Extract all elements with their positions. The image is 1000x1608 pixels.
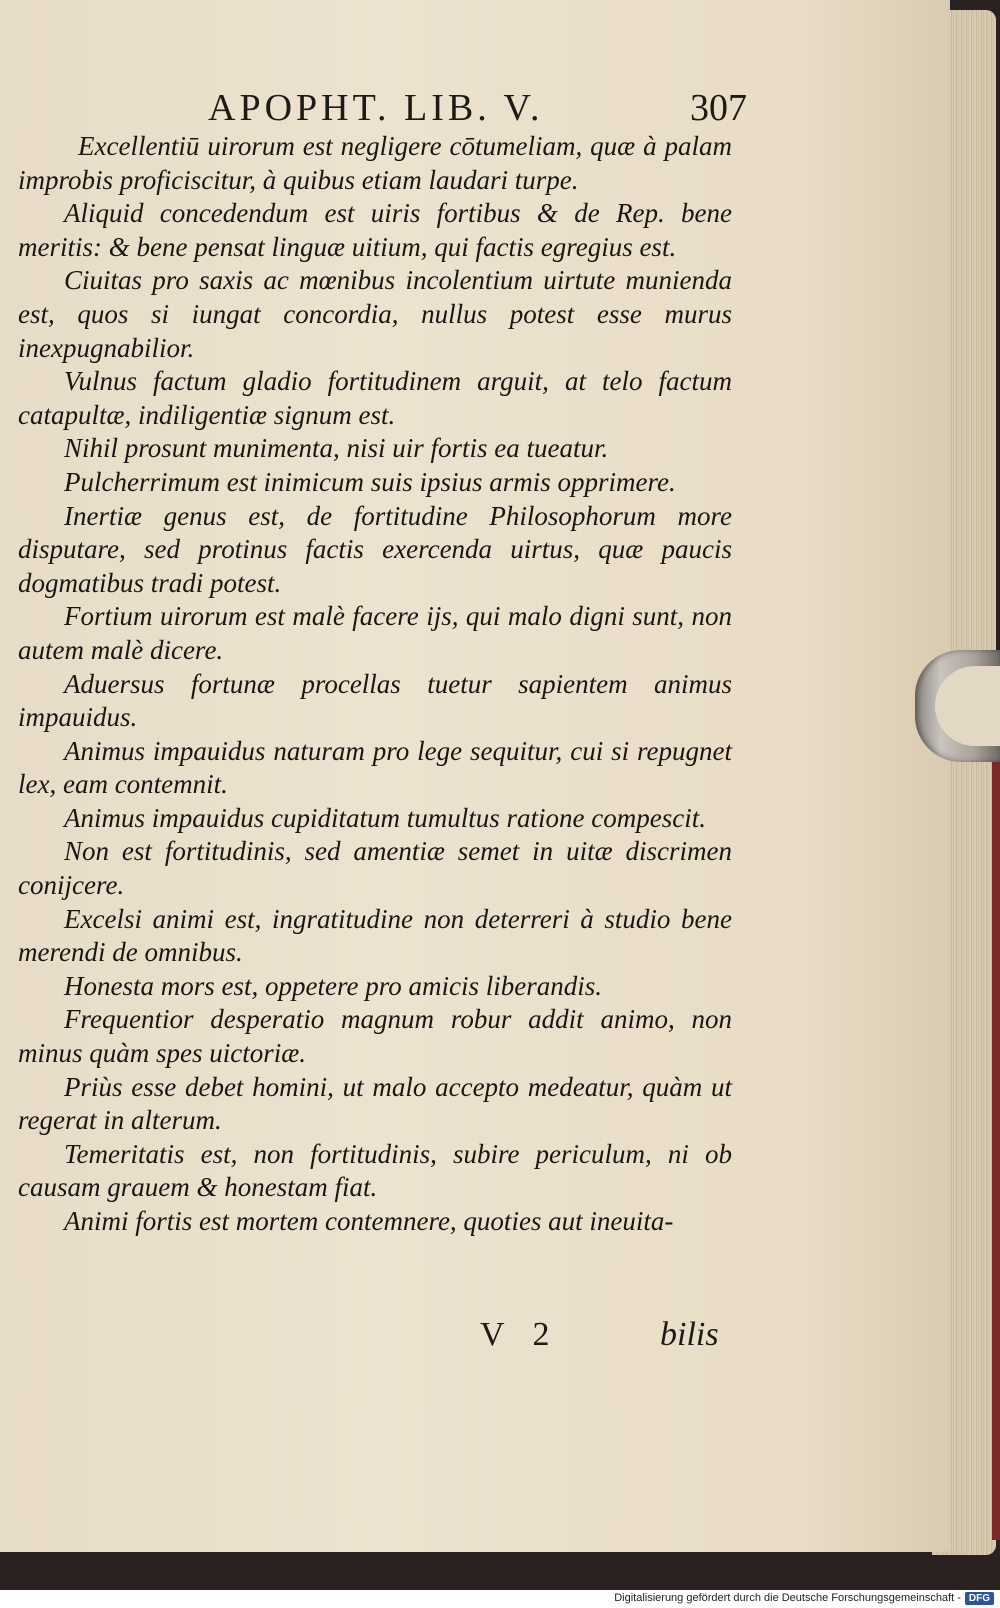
paragraph: Temeritatis est, non fortitudinis, subire periculum, ni ob causam grauem & honestam fiat. — [18, 1138, 732, 1203]
paragraph: Animus impauidus cupiditatum tumultus ratione compescit. — [64, 802, 706, 833]
paragraph: Honesta mors est, oppetere pro amicis liberandis. — [64, 970, 602, 1001]
text-block — [18, 130, 732, 1239]
paragraph: Inertiæ genus est, de fortitudine Philosophorum more disputare, sed protinus factis exercenda uirtus, quæ paucis dogmatibus tradi potest. — [18, 500, 732, 598]
paragraph: Frequentior desperatio magnum robur addit animo, non minus quàm spes uictoriæ. — [18, 1004, 732, 1069]
paragraph: Ciuitas pro saxis ac mœnibus incolentium uirtute munienda est, quos si iungat concordia, nullus potest esse murus inexpugnabilior. — [18, 265, 732, 363]
paragraph: Nihil prosunt munimenta, nisi uir fortis ea tueatur. — [64, 433, 609, 464]
paragraph: Aliquid concedendum est uiris fortibus & de Rep. bene meritis: & bene pensat linguæ uitium, qui factis egregius est. — [18, 198, 732, 262]
signature-mark: V 2 — [480, 1316, 560, 1353]
dfg-logo: DFG — [965, 1592, 994, 1605]
book-clasp — [915, 650, 1000, 762]
digitization-credit — [614, 1590, 994, 1606]
paragraph: Animus impauidus naturam pro lege sequitur, cui si repugnet lex, eam contemnit. — [18, 735, 732, 800]
paragraph: Priùs esse debet homini, ut malo accepto medeatur, quàm ut regerat in alterum. — [18, 1071, 732, 1136]
paragraph: Excelsi animi est, ingratitudine non deterreri à studio bene merendi de omnibus. — [18, 903, 732, 968]
paragraph: Excellentiū uirorum est negligere cōtumeliam, quæ à palam improbis proficiscitur, à quibus etiam laudari turpe. — [18, 131, 732, 195]
paragraph: Vulnus factum gladio fortitudinem arguit, at telo factum catapultæ, indiligentiæ signum est. — [18, 366, 732, 430]
paragraph: Animi fortis est mortem contemnere, quoties aut ineuita- — [64, 1206, 674, 1236]
paragraph: Fortium uirorum est malè facere ijs, qui malo digni sunt, non autem malè dicere. — [18, 601, 732, 665]
running-head: APOPHT. LIB. V. — [208, 87, 544, 129]
book-cover-edge — [992, 700, 1000, 1540]
paragraph: Pulcherrimum est inimicum suis ipsius armis opprimere. — [64, 466, 676, 497]
catchword: bilis — [660, 1316, 719, 1353]
paragraph: Non est fortitudinis, sed amentiæ semet in uitæ discrimen conijcere. — [18, 836, 732, 901]
credit-text: Digitalisierung gefördert durch die Deutsche Forschungsgemeinschaft - — [614, 1592, 961, 1604]
paragraph: Aduersus fortunæ procellas tuetur sapientem animus impauidus. — [18, 668, 732, 733]
page-number: 307 — [690, 87, 747, 129]
